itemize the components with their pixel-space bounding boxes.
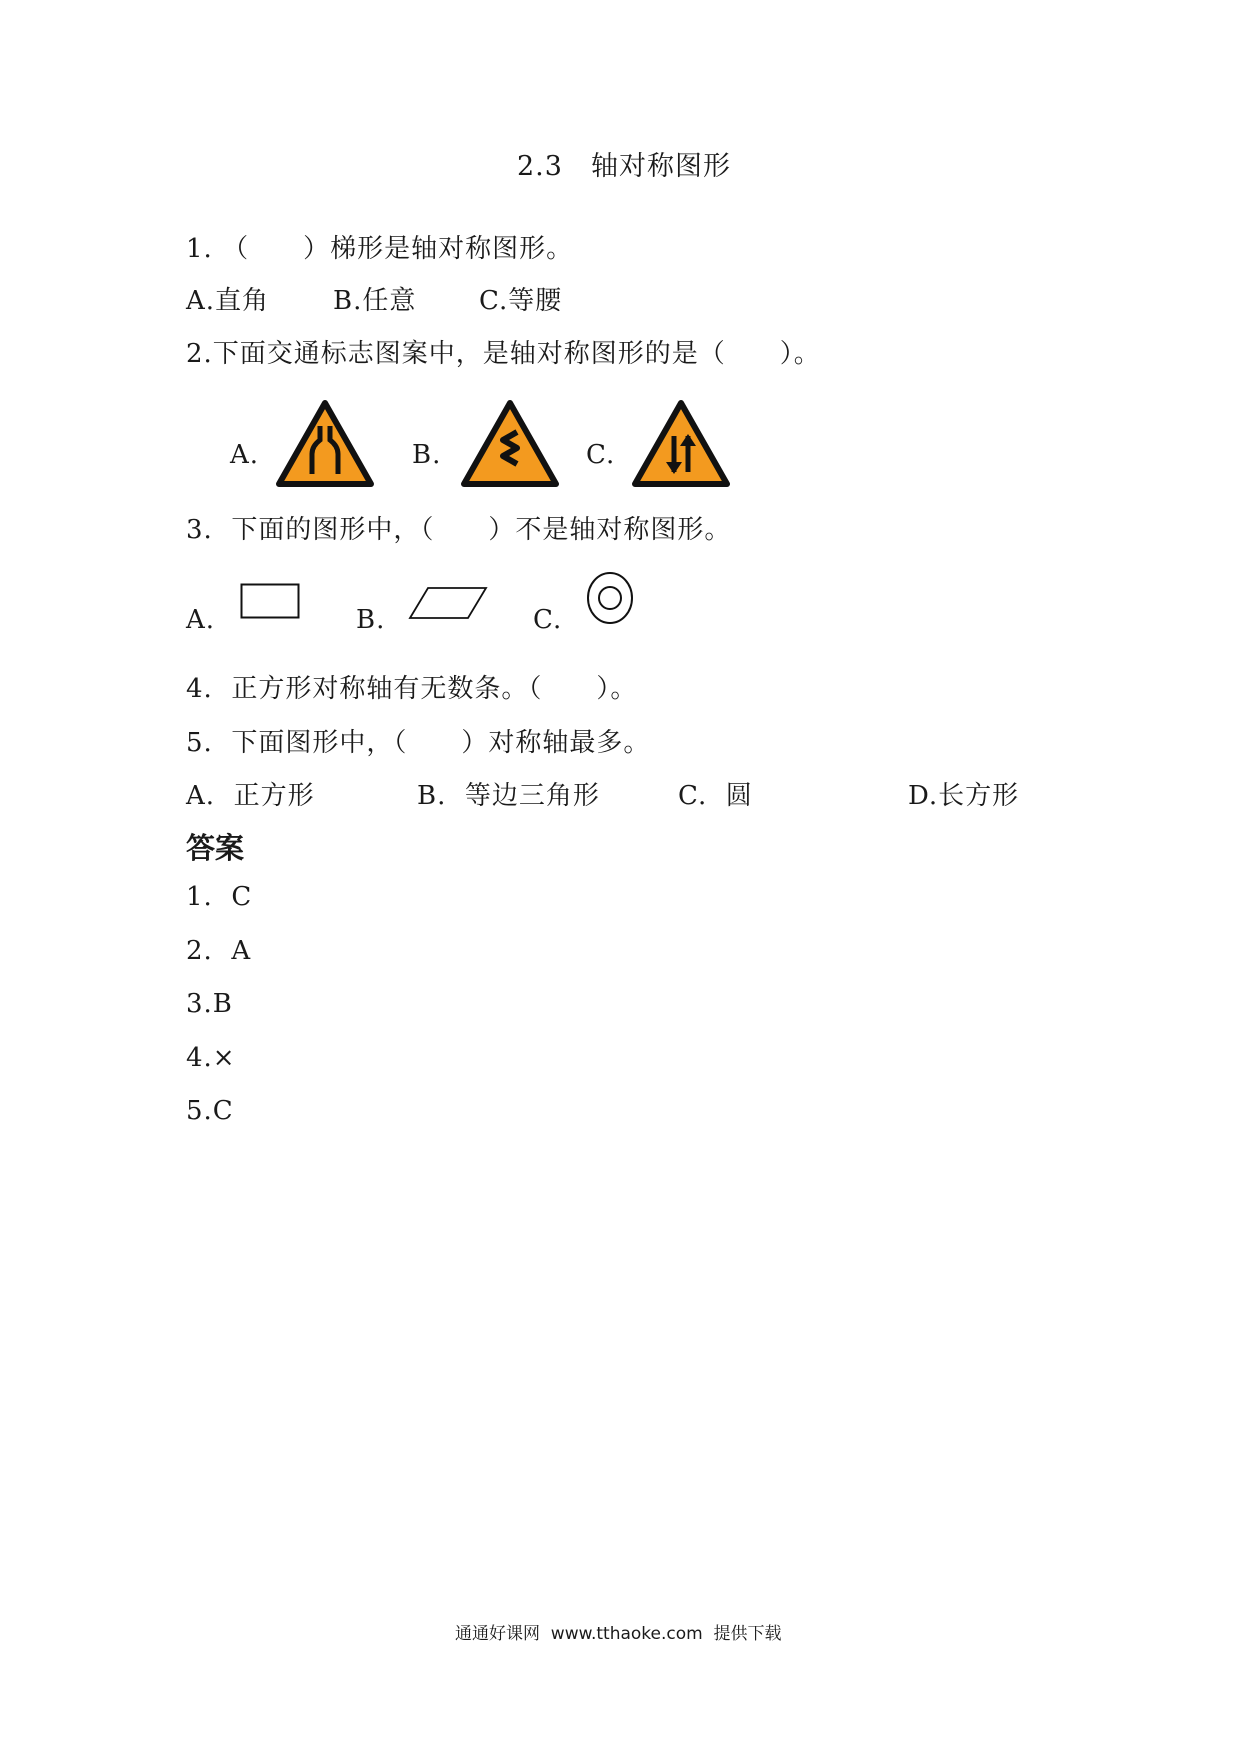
parallelogram-icon <box>408 586 488 620</box>
question-1-option-b: B.任意 <box>333 286 417 316</box>
question-1-option-c: C.等腰 <box>479 286 563 316</box>
footer-credit: 通通好课网 www.tthaoke.com 提供下载 <box>455 1624 782 1644</box>
concentric-circles-icon <box>586 571 634 625</box>
zigzag-sign-icon <box>461 400 559 488</box>
question-2-option-a: A. <box>230 440 260 470</box>
question-5-option-b: B. 等边三角形 <box>417 781 600 811</box>
answer-1: 1. C <box>186 882 253 912</box>
answer-5: 5.C <box>186 1096 234 1126</box>
question-5-stem: 5. 下面图形中，（ ）对称轴最多。 <box>186 728 651 758</box>
question-3-option-c: C. <box>533 605 563 635</box>
rectangle-icon <box>240 583 300 619</box>
question-3-option-a: A. <box>186 605 216 635</box>
road-narrows-sign-icon <box>276 400 374 488</box>
question-5-option-a: A. 正方形 <box>186 781 315 811</box>
answer-3: 3.B <box>186 989 233 1019</box>
question-2-option-c: C. <box>586 440 616 470</box>
question-3-stem: 3. 下面的图形中，（ ）不是轴对称图形。 <box>186 515 732 545</box>
question-5-option-c: C. 圆 <box>678 781 753 811</box>
page-title: 2.3 轴对称图形 <box>517 151 731 182</box>
question-2-stem: 2.下面交通标志图案中，是轴对称图形的是（ ）。 <box>186 339 821 369</box>
question-1-stem: 1. （ ）梯形是轴对称图形。 <box>186 234 574 264</box>
two-way-traffic-sign-icon <box>632 400 730 488</box>
question-2-option-b: B. <box>412 440 442 470</box>
answer-4: 4.× <box>186 1043 236 1073</box>
answer-2: 2. A <box>186 936 252 966</box>
question-5-option-d: D.长方形 <box>908 781 1020 811</box>
question-4-stem: 4. 正方形对称轴有无数条。（ ）。 <box>186 674 638 704</box>
answers-heading: 答案 <box>186 831 245 865</box>
question-1-option-a: A.直角 <box>186 286 270 316</box>
question-3-option-b: B. <box>356 605 386 635</box>
